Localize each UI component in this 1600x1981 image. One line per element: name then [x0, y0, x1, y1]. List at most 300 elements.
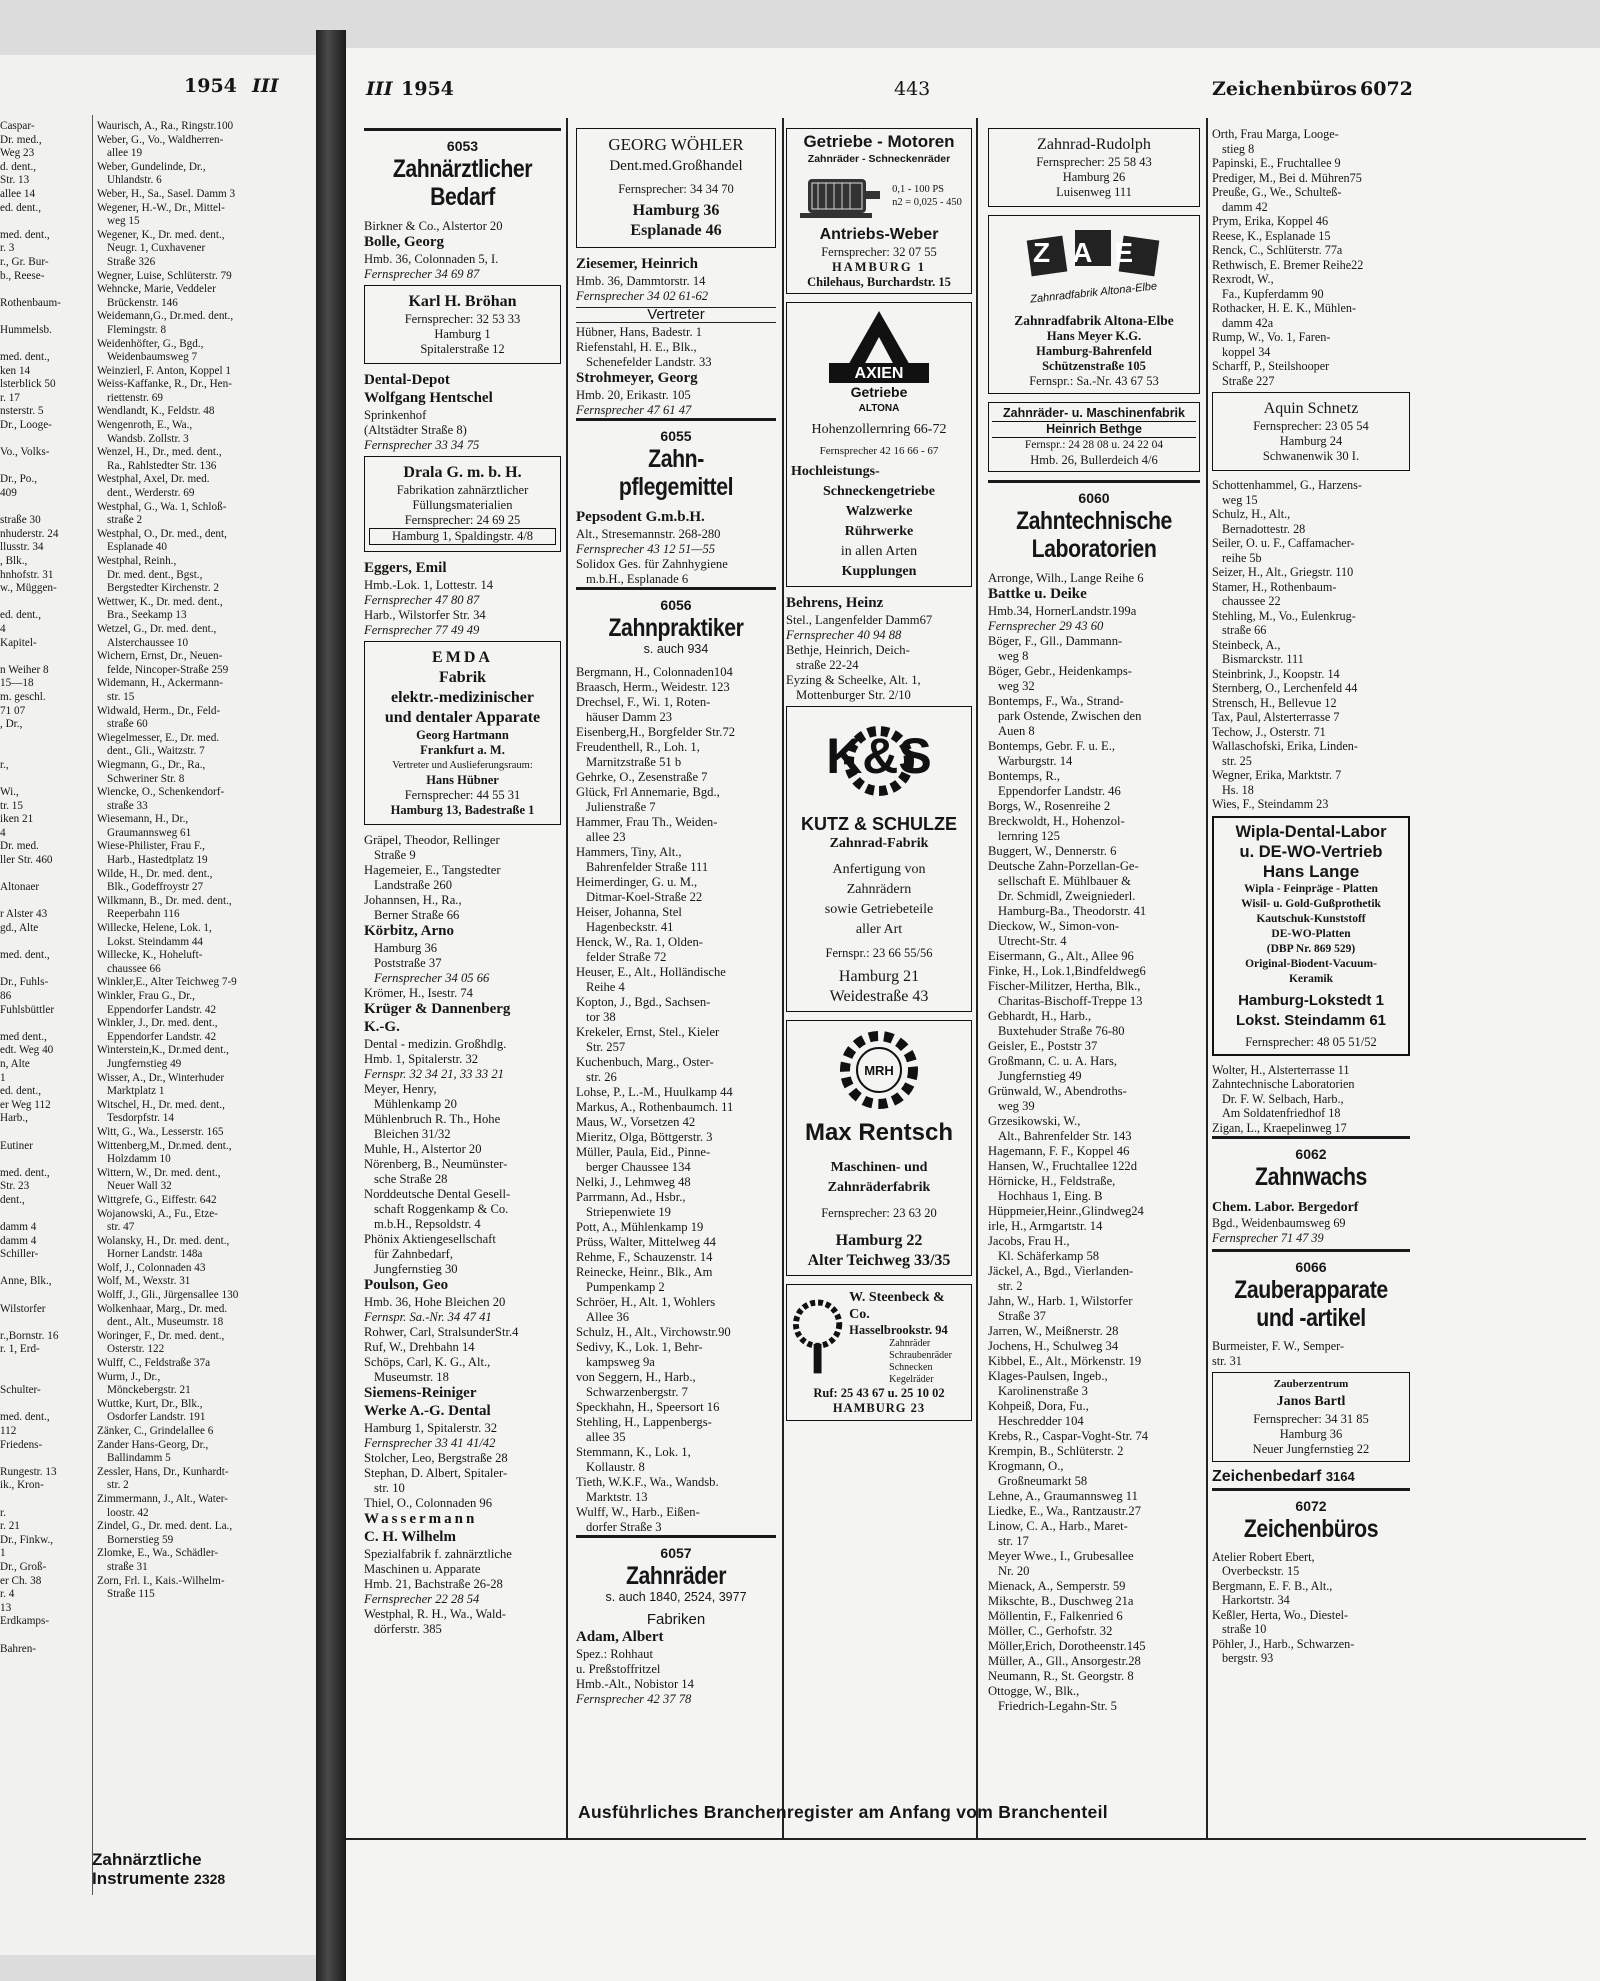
- list-item: Liedke, E., Wa., Rantzaustr.27: [988, 1504, 1141, 1518]
- list-item: Wegner, Erika, Marktstr. 7: [1212, 768, 1342, 782]
- list-item: Fernspr. Sa.-Nr. 34 47 41: [364, 1310, 492, 1324]
- list-item: Johannsen, H., Ra.,: [364, 893, 462, 907]
- list-item: Dr., Finkw.,: [0, 1533, 54, 1546]
- list-item: Striepenwiete 19: [586, 1205, 671, 1219]
- list-item: Wehncke, Marie, Veddeler: [97, 283, 216, 296]
- list-item: Zindel, G., Dr. med. dent. La.,: [97, 1520, 233, 1533]
- list-item: allee 14: [0, 187, 36, 200]
- list-item: Jarren, W., Meißnerstr. 28: [988, 1324, 1119, 1338]
- list-item: Hmb. 36, Hohe Bleichen 20: [364, 1295, 506, 1309]
- mr-logo-text: MRH: [864, 1063, 894, 1078]
- list-item: r. 4: [0, 1588, 15, 1601]
- section-6055: 6055 Zahn- pflegemittel: [618, 428, 734, 501]
- list-item: Klages-Paulsen, Ingeb.,: [988, 1369, 1108, 1383]
- list-item: hnhofstr. 31: [0, 568, 54, 581]
- list-item: Dr., Fuhls-: [0, 976, 49, 989]
- list-item: b., Reese-: [0, 269, 45, 282]
- list-item: Karolinenstraße 3: [998, 1384, 1088, 1398]
- list-item: Thiel, O., Colonnaden 96: [364, 1496, 493, 1510]
- list-item: Freudenthell, R., Loh. 1,: [576, 740, 700, 754]
- list-item: Böger, Gebr., Heidenkamps-: [988, 664, 1132, 678]
- list-item: gd., Alte: [0, 922, 39, 935]
- list-item: Vo., Volks-: [0, 446, 50, 459]
- list-item: r Alster 43: [0, 908, 48, 921]
- list-item: Seizer, H., Alt., Griegstr. 110: [1212, 565, 1354, 579]
- list-item: Jacobs, Frau H.,: [988, 1234, 1070, 1248]
- list-item: Bra., Seekamp 13: [107, 609, 187, 622]
- list-item: [0, 1398, 88, 1412]
- list-item: Riefenstahl, H. E., Blk.,: [576, 340, 697, 354]
- list-item: Fernsprecher 33 41 41/42: [364, 1436, 496, 1450]
- list-item: Glück, Frl Annemarie, Bgd.,: [576, 785, 720, 799]
- list-item: Zänker, C., Grindelallee 6: [97, 1425, 214, 1437]
- list-item: riettenstr. 69: [107, 391, 163, 404]
- ad-zauberzentrum: Zauberzentrum Janos Bartl Fernsprecher: 34 31 85 Hamburg 36 Neuer Jungfernstieg 22: [1212, 1372, 1410, 1462]
- list-item: Hüppmeier,Heinr.,Glindweg24: [988, 1204, 1144, 1218]
- list-item: Mönckebergstr. 21: [107, 1384, 191, 1397]
- list-item: Rethwisch, E. Bremer Reihe22: [1212, 257, 1364, 272]
- list-item: Renck, C., Schlüterstr. 77a: [1212, 243, 1343, 257]
- list-item: straße 60: [107, 718, 148, 731]
- list-item: weg 8: [998, 649, 1029, 663]
- axien-logo-sub: Getriebe: [850, 384, 908, 400]
- list-item: Mühlenkamp 20: [374, 1097, 457, 1111]
- list-item: er Ch. 38: [0, 1574, 42, 1587]
- list-item: Weber, G., Vo., Waldherren-: [97, 133, 224, 146]
- ad-woehler: GEORG WÖHLER Dent.med.Großhandel Fernsprecher: 34 34 70 Hamburg 36 Esplanade 46: [576, 128, 776, 248]
- list-item: Dr., Po.,: [0, 473, 37, 486]
- list-item: Stephan, D. Albert, Spitaler-: [364, 1466, 508, 1480]
- list-item: berger Chaussee 134: [586, 1160, 691, 1174]
- list-item: Großmann, C. u. A. Hars,: [988, 1054, 1118, 1068]
- ad-bethge: Zahnräder- u. Maschinenfabrik Heinrich Bethge Fernspr.: 24 28 08 u. 24 22 04 Hmb. 26, Bullerdeich 4/6: [988, 402, 1200, 472]
- bottom-title-1: Zahnärztliche: [92, 1850, 202, 1869]
- list-item: Fischer-Militzer, Hertha, Blk.,: [988, 979, 1141, 993]
- list-item: Fernsprecher 43 12 51—55: [576, 542, 716, 556]
- list-item: Hagemann, F. F., Koppel 46: [988, 1144, 1130, 1158]
- entry-list: [364, 1547, 561, 1636]
- list-item: Esplanade 40: [107, 541, 167, 554]
- list-item: m.b.H., Esplanade 6: [586, 572, 689, 586]
- list-item: m.b.H., Repsoldstr. 4: [374, 1217, 481, 1231]
- list-item: straße 22-24: [796, 658, 859, 672]
- list-item: Nörenberg, B., Neumünster-: [364, 1157, 508, 1171]
- list-item: Museumstr. 18: [374, 1370, 449, 1384]
- list-item: [0, 650, 88, 664]
- list-item: Geisler, E., Poststr 37: [988, 1039, 1098, 1053]
- entry-list: [576, 388, 776, 417]
- list-item: , Blk.,: [0, 555, 28, 567]
- list-item: dent., Gli., Waitzstr. 7: [107, 745, 205, 758]
- list-item: straße 30: [0, 514, 41, 527]
- list-item: Ditmar-Koel-Straße 22: [586, 890, 703, 904]
- list-item: med. dent.,: [0, 351, 50, 364]
- bottom-num: 2328: [194, 1871, 226, 1887]
- left-column-b: [97, 120, 309, 1602]
- list-item: Ra., Rahlstedter Str. 136: [107, 459, 217, 472]
- list-item: Schulz, H., Alt.,: [1212, 507, 1291, 521]
- list-item: Zessler, Hans, Dr., Kunhardt-: [97, 1465, 229, 1478]
- list-item: Kuchenbuch, Marg., Oster-: [576, 1055, 714, 1069]
- list-item: llusstr. 34: [0, 541, 44, 554]
- list-item: Neuer Wall 32: [107, 1180, 172, 1193]
- list-item: [0, 745, 88, 759]
- list-item: Orth, Frau Marga, Looge-: [1212, 127, 1339, 141]
- zae-logo-text: ZAE: [1033, 237, 1155, 268]
- list-item: Dr. med. dent., Bgst.,: [107, 568, 203, 581]
- list-item: Winkler, Frau G., Dr.,: [97, 990, 195, 1002]
- list-item: Hmb. 1, Spitalerstr. 32: [364, 1052, 479, 1066]
- list-item: 112: [0, 1425, 17, 1437]
- list-item: kampsweg 9a: [586, 1355, 655, 1369]
- list-item: Wettwer, K., Dr. med. dent.,: [97, 595, 223, 608]
- axien-logo: [799, 307, 959, 417]
- ad-wipla: Wipla-Dental-Labor u. DE-WO-Vertrieb Hans Lange Wipla - Feinpräge - Platten Wisil- u. Gold-Gußprothetik Kautschuk-Kunststoff DE-WO-Platten (DBP Nr. 869 529) Original-Biodent-Vacuum- Keramik Hamburg-Lokstedt 1 Lokst. Steindamm 61 Fernsprecher: 48 05 51/52: [1212, 816, 1410, 1056]
- list-item: damm 4: [0, 1234, 37, 1247]
- list-item: Seiler, O. u. F., Caffamacher-: [1212, 536, 1355, 550]
- list-item: w., Müggen-: [0, 582, 57, 595]
- list-item: edt. Weg 40: [0, 1044, 54, 1057]
- section-rule: [576, 1535, 776, 1538]
- left-column-a: [0, 120, 88, 1656]
- header-page-number: 443: [894, 78, 931, 100]
- list-item: Atelier Robert Ebert,: [1212, 1549, 1315, 1564]
- list-item: häuser Damm 23: [586, 710, 673, 724]
- list-item: Weiss-Kaffanke, R., Dr., Hen-: [97, 378, 232, 391]
- list-item: Rexrodt, W.,: [1212, 272, 1274, 286]
- list-item: Fa., Kupferdamm 90: [1222, 286, 1324, 301]
- list-item: Wengenroth, E., Wa.,: [97, 419, 193, 432]
- list-item: allee 23: [586, 830, 626, 844]
- list-item: Widwald, Herm., Dr., Feld-: [97, 704, 221, 717]
- list-item: Preuße, G., We., Schulteß-: [1212, 185, 1342, 199]
- list-item: str. 2: [998, 1279, 1023, 1293]
- list-item: koppel 34: [1222, 344, 1271, 359]
- list-item: Wilstorfer: [0, 1302, 46, 1315]
- list-item: [0, 283, 88, 297]
- list-item: Fernspr. 32 34 21, 33 33 21: [364, 1067, 504, 1081]
- list-item: Eisermann, G., Alt., Allee 96: [988, 949, 1134, 963]
- list-item: Wiegmann, G., Dr., Ra.,: [97, 758, 206, 771]
- list-item: ed. dent.,: [0, 1085, 42, 1098]
- list-item: [0, 215, 88, 229]
- list-item: Fernsprecher 42 37 78: [576, 1692, 692, 1706]
- section-6053: 6053 Zahnärztlicher Bedarf: [392, 138, 533, 211]
- left-header-vol: III: [252, 75, 279, 97]
- list-item: Straße 9: [374, 848, 416, 862]
- list-item: Widemann, H., Ackermann-: [97, 677, 223, 690]
- list-item: Jäckel, A., Bgd., Vierlanden-: [988, 1264, 1134, 1278]
- list-item: [0, 963, 88, 977]
- list-item: Hummelsb.: [0, 323, 52, 336]
- zae-logo: [1019, 220, 1169, 310]
- list-item: Muhle, H., Alstertor 20: [364, 1142, 482, 1156]
- header-vol: III: [366, 78, 393, 100]
- list-item: Hmb.34, HornerLandstr.199a: [988, 604, 1137, 618]
- list-item: Stolcher, Leo, Bergstraße 28: [364, 1451, 508, 1465]
- list-item: Weinzierl, F. Anton, Koppel 1: [97, 364, 231, 377]
- list-item: [0, 1017, 88, 1031]
- list-item: Wuttke, Kurt, Dr., Blk.,: [97, 1397, 203, 1410]
- header-code: 6072: [1360, 78, 1413, 100]
- list-item: Anne, Blk.,: [0, 1275, 52, 1288]
- list-item: [0, 1357, 88, 1371]
- list-item: Osdorfer Landstr. 191: [107, 1411, 206, 1424]
- list-item: ller Str. 460: [0, 854, 53, 867]
- list-item: Braasch, Herm., Weidestr. 123: [576, 680, 730, 694]
- list-item: med. dent.,: [0, 1166, 50, 1179]
- list-item: Straße 37: [998, 1309, 1046, 1323]
- bottom-title-2: Instrumente: [92, 1869, 190, 1888]
- list-item: Sedivy, K., Lok. 1, Behr-: [576, 1340, 703, 1354]
- list-item: Bleichen 31/32: [374, 1127, 451, 1141]
- list-item: [0, 1316, 88, 1330]
- list-item: straße 31: [107, 1560, 148, 1573]
- list-item: Schulz, H., Alt., Virchowstr.90: [576, 1325, 731, 1339]
- list-item: Friedens-: [0, 1438, 43, 1451]
- list-item: felder Straße 72: [586, 950, 667, 964]
- list-item: str. 25: [1222, 753, 1252, 768]
- section-rule: [1212, 1249, 1410, 1252]
- list-item: Prüss, Walter, Mittelweg 44: [576, 1235, 716, 1249]
- ad-max-rentsch: MRH Max Rentsch Maschinen- und Zahnräderfabrik Fernsprecher: 23 63 20 Hamburg 22 Alter Teichweg 33/35: [786, 1020, 972, 1276]
- list-item: Weidenhöfter, G., Bgd.,: [97, 337, 204, 350]
- list-item: weg 32: [998, 679, 1035, 693]
- list-item: 4: [0, 622, 6, 635]
- section-rule: [576, 418, 776, 421]
- list-item: Bismarckstr. 111: [1222, 652, 1304, 666]
- list-item: Mühlenbruch R. Th., Hohe: [364, 1112, 501, 1126]
- list-item: Tax, Paul, Alsterterrasse 7: [1212, 710, 1340, 724]
- subsection-fabriken: Fabriken: [646, 1611, 706, 1628]
- left-header-year: 1954: [184, 75, 237, 97]
- list-item: 409: [0, 487, 17, 500]
- list-item: Westphal, O., Dr. med., dent,: [97, 527, 227, 540]
- list-item: Bergstedter Kirchenstr. 2: [107, 582, 219, 595]
- list-item: , Dr.,: [0, 718, 23, 731]
- list-item: chaussee 66: [107, 962, 161, 975]
- list-item: Dr. F. W. Selbach, Harb.,: [1222, 1091, 1344, 1106]
- column-3: Getriebe - Motoren Zahnräder - Schneckenräder 0,1 - 100 PS n2 = 0,025 - 450 Antriebs-Weber Fernsprecher: 32 07 55 HAMBURG 1 Chilehaus, Burchardstr. 15 AXIEN Getriebe ALTONA Hohenzollernring 66-72 Fernsprecher 42 16 66 - 67 Hochleistungs- Schneckengetriebe Walzwerke Rührwerke in allen Arten Kupplungen Behrens, Heinz Stel., Langenfelder Damm67 Fernsprecher 40 94 88 Bethje, Heinrich, Deich- straße 22-24 Eyzing & Scheelke, Alt. 1, Mottenburger Str. 2/10 K&S KUTZ & SCHULZE Zahnrad-Fabrik Anfertigung von Zahnrädern sowie Getriebeteile aller Art Fernspr.: 23 66 55/56 Hamburg 21 Weidestraße 43 MRH Max Rentsch Maschinen- und Zahnräderfabrik Fernsprecher: 23 63 20 Hamburg 22 Alter Teichweg 33/35 W. Steenbeck & Co. Hasselbrookstr. 94 Zahnräder Schraubenräder Schnecken Kegelräder Ruf: 25 43 67 u. 25 10 02 HAMBURG 23: [786, 128, 972, 1429]
- list-item: Nr. 20: [998, 1564, 1030, 1578]
- list-item: straße 10: [1222, 1622, 1267, 1636]
- list-item: [0, 1126, 88, 1140]
- list-item: [0, 433, 88, 447]
- entry-list: [576, 1647, 776, 1706]
- list-item: m. geschl.: [0, 690, 46, 703]
- list-item: Zander Hans-Georg, Dr.,: [97, 1438, 209, 1451]
- zeichenbedarf-ref: Zeichenbedarf 3164: [1212, 1468, 1355, 1485]
- list-item: Bernadottestr. 28: [1222, 521, 1306, 536]
- list-item: Wilkmann, B., Dr. med. dent.,: [97, 894, 232, 907]
- right-page: [346, 48, 1600, 1981]
- list-item: med dent.,: [0, 1030, 47, 1043]
- list-item: Wolkenhaar, Marg., Dr. med.: [97, 1302, 228, 1315]
- list-item: Hmb.-Alt., Nobistor 14: [576, 1677, 694, 1691]
- list-item: Solidox Ges. für Zahnhygiene: [576, 557, 728, 571]
- list-item: str. 10: [374, 1481, 405, 1495]
- list-item: Landstraße 260: [374, 878, 452, 892]
- list-item: Utrecht-Str. 4: [998, 934, 1067, 948]
- list-item: 15—18: [0, 677, 34, 690]
- list-item: Mienack, A., Semperstr. 59: [988, 1579, 1126, 1593]
- list-item: Keßler, Herta, Wo., Diestel-: [1212, 1607, 1349, 1622]
- list-item: Parrmann, Ad., Hsbr.,: [576, 1190, 686, 1204]
- entry-list: [576, 325, 776, 369]
- list-item: ed. dent.,: [0, 201, 42, 214]
- list-item: Ottogge, W., Blk.,: [988, 1684, 1080, 1698]
- list-item: med. dent.,: [0, 1411, 50, 1424]
- list-item: sche Straße 28: [374, 1172, 448, 1186]
- list-item: Wies, F., Steindamm 23: [1212, 797, 1329, 811]
- list-item: Dr., Looge-: [0, 419, 52, 432]
- list-item: Wiese-Philister, Frau F.,: [97, 840, 205, 853]
- list-item: Schiller-: [0, 1248, 39, 1261]
- list-item: Wolansky, H., Dr. med. dent.,: [97, 1234, 230, 1247]
- section-6056: 6056 Zahnpraktiker s. auch 934: [608, 597, 744, 656]
- list-item: Bahren-: [0, 1642, 37, 1655]
- list-item: Wiesemann, H., Dr.,: [97, 813, 189, 826]
- list-item: d. dent.,: [0, 160, 37, 173]
- list-item: str. 2: [107, 1479, 129, 1492]
- list-item: Dr., Groß-: [0, 1560, 47, 1573]
- list-item: Blk., Godeffroystr 27: [107, 881, 204, 894]
- list-item: Buxtehuder Straße 76-80: [998, 1024, 1125, 1038]
- list-item: Str. 13: [0, 174, 30, 187]
- list-item: Pott, A., Mühlenkamp 19: [576, 1220, 704, 1234]
- entry-list: [364, 1295, 561, 1324]
- list-item: Winkler,E., Alter Teichweg 7-9: [97, 976, 237, 989]
- list-item: Witschel, H., Dr. med. dent.,: [97, 1098, 225, 1111]
- list-item: Heiser, Johanna, Stel: [576, 905, 682, 919]
- list-item: Wandsb. Zollstr. 3: [107, 432, 189, 445]
- list-item: r. 17: [0, 391, 20, 404]
- list-item: nhuderstr. 24: [0, 527, 59, 540]
- list-item: Julienstraße 7: [586, 800, 656, 814]
- ad-zae: ZAE Zahnradfabrik Altona-Elbe Zahnradfabrik Altona-Elbe Hans Meyer K.G. Hamburg-Bahrenfeld Schützenstraße 105 Fernspr.: Sa.-Nr. 43 67 53: [988, 215, 1200, 394]
- list-item: [0, 1452, 88, 1466]
- ad-drala: Drala G. m. b. H. Fabrikation zahnärztlicher Füllungsmaterialien Fernsprecher: 24 69 25 Hamburg 1, Spaldingstr. 4/8: [364, 456, 561, 552]
- section-6066: 6066 Zauberapparate und -artikel: [1234, 1259, 1388, 1332]
- list-item: Bergmann, E. F. B., Alt.,: [1212, 1578, 1333, 1593]
- list-item: Uhlandstr. 6: [107, 174, 162, 187]
- list-item: Reinecke, Heinr., Blk., Am: [576, 1265, 713, 1279]
- list-item: Harb., Hastedtplatz 19: [107, 854, 208, 867]
- list-item: [0, 1371, 88, 1385]
- book-gutter: [316, 30, 346, 1981]
- list-item: Fernsprecher 34 02 61-62: [576, 289, 709, 303]
- list-item: Eppendorfer Landstr. 42: [107, 1003, 217, 1016]
- list-item: Zigan, L., Kraepelinweg 17: [1212, 1120, 1347, 1135]
- list-item: Hmb. 21, Bachstraße 26-28: [364, 1577, 503, 1591]
- list-item: Hammer, Frau Th., Weiden-: [576, 815, 718, 829]
- list-item: Böger, F., Gll., Dammann-: [988, 634, 1123, 648]
- list-item: Dr. med.,: [0, 133, 42, 146]
- list-item: Harb.,: [0, 1112, 28, 1125]
- list-item: Gehrke, O., Zesenstraße 7: [576, 770, 708, 784]
- spec-speed: n2 = 0,025 - 450: [892, 197, 962, 208]
- list-item: Dr. Schmidl, Zweigniederl.: [998, 889, 1136, 903]
- list-item: allee 19: [107, 147, 143, 160]
- list-item: Warburgstr. 14: [998, 754, 1073, 768]
- left-bottom-heading: [92, 1850, 225, 1889]
- list-item: Prediger, M., Bei d. Mühren75: [1212, 170, 1362, 185]
- list-item: Hagenbeckstr. 41: [586, 920, 674, 934]
- list-item: Bontemps, F., Wa., Strand-: [988, 694, 1124, 708]
- list-item: Eppendorfer Landstr. 46: [998, 784, 1121, 798]
- list-item: med. dent.,: [0, 949, 50, 962]
- list-item: Wendlandt, K., Feldstr. 48: [97, 405, 215, 418]
- list-item: Techow, J., Osterstr. 71: [1212, 724, 1326, 739]
- axien-logo-word: AXIEN: [854, 365, 904, 382]
- list-item: Wulff, C., Feldstraße 37a: [97, 1357, 211, 1370]
- list-item: [0, 596, 88, 610]
- zae-logo-sub: Zahnradfabrik Altona-Elbe: [1029, 280, 1158, 306]
- list-item: Maus, W., Vorsetzen 42: [576, 1115, 696, 1129]
- list-item: [0, 732, 88, 746]
- list-item: Nelki, J., Lehmweg 48: [576, 1175, 691, 1189]
- list-item: Bethje, Heinrich, Deich-: [786, 643, 910, 657]
- list-item: Lokst. Steindamm 44: [107, 935, 204, 948]
- list-item: Winkler, J., Dr. med. dent.,: [97, 1017, 218, 1030]
- list-item: Gebhardt, H., Harb.,: [988, 1009, 1092, 1023]
- entry-list: [576, 527, 776, 586]
- list-item: Marktstr. 13: [586, 1490, 648, 1504]
- entry: Birkner & Co., Alstertor 20: [364, 219, 503, 233]
- list-item: Hagemeier, E., Tangstedter: [364, 863, 501, 877]
- list-item: Bahrenfelder Straße 111: [586, 860, 709, 874]
- entry-list: [364, 941, 561, 985]
- entry-list: [576, 274, 776, 303]
- list-item: Weidenbaumsweg 7: [107, 351, 198, 364]
- list-item: Fuhlsbüttler: [0, 1003, 55, 1016]
- list-item: Lohse, P., L.-M., Huulkamp 44: [576, 1085, 733, 1099]
- list-item: str. 47: [107, 1221, 135, 1234]
- list-item: Spezialfabrik f. zahnärztliche: [364, 1547, 512, 1561]
- section-rule: [988, 480, 1200, 483]
- list-item: dorfer Straße 3: [586, 1520, 662, 1534]
- list-item: Deutsche Zahn-Porzellan-Ge-: [988, 859, 1139, 873]
- list-item: Wiencke, O., Schenkendorf-: [97, 786, 225, 799]
- list-item: Eppendorfer Landstr. 42: [107, 1030, 217, 1043]
- list-item: Krebs, R., Caspar-Voght-Str. 74: [988, 1429, 1149, 1443]
- list-item: Stemmann, K., Lok. 1,: [576, 1445, 691, 1459]
- list-item: Marnitzstraße 51 b: [586, 755, 682, 769]
- list-item: Zorn, Frl. I., Kais.-Wilhelm-: [97, 1574, 225, 1587]
- list-item: Kl. Schäferkamp 58: [998, 1249, 1100, 1263]
- footer-note: Ausführliches Branchenregister am Anfang vom Branchenteil: [578, 1802, 1108, 1822]
- list-item: Alt., Stresemannstr. 268-280: [576, 527, 721, 541]
- list-item: Erdkamps-: [0, 1615, 50, 1628]
- list-item: dent.,: [0, 1193, 25, 1206]
- list-item: [0, 895, 88, 909]
- list-item: Caspar-: [0, 120, 35, 132]
- left-page: [0, 55, 316, 1955]
- list-item: Rothacker, H. E. K., Mühlen-: [1212, 301, 1357, 315]
- list-item: Linow, C. A., Harb., Maret-: [988, 1519, 1128, 1533]
- list-item: Altonaer: [0, 881, 40, 894]
- list-item: Marktplatz 1: [107, 1085, 165, 1098]
- list-item: Wisser, A., Dr., Winterhuder: [97, 1071, 225, 1084]
- list-item: Müller, A., Gll., Ansorgestr.28: [988, 1654, 1141, 1668]
- list-item: Wiegelmesser, E., Dr. med.: [97, 731, 220, 744]
- spec-power: 0,1 - 100 PS: [892, 184, 945, 195]
- entry-list: [364, 1421, 561, 1510]
- list-item: Reeperbahn 116: [107, 908, 180, 921]
- bottom-rule: [346, 1838, 1586, 1840]
- list-item: Weber, Gundelinde, Dr.,: [97, 160, 206, 173]
- list-item: Jungfernstieg 49: [998, 1069, 1082, 1083]
